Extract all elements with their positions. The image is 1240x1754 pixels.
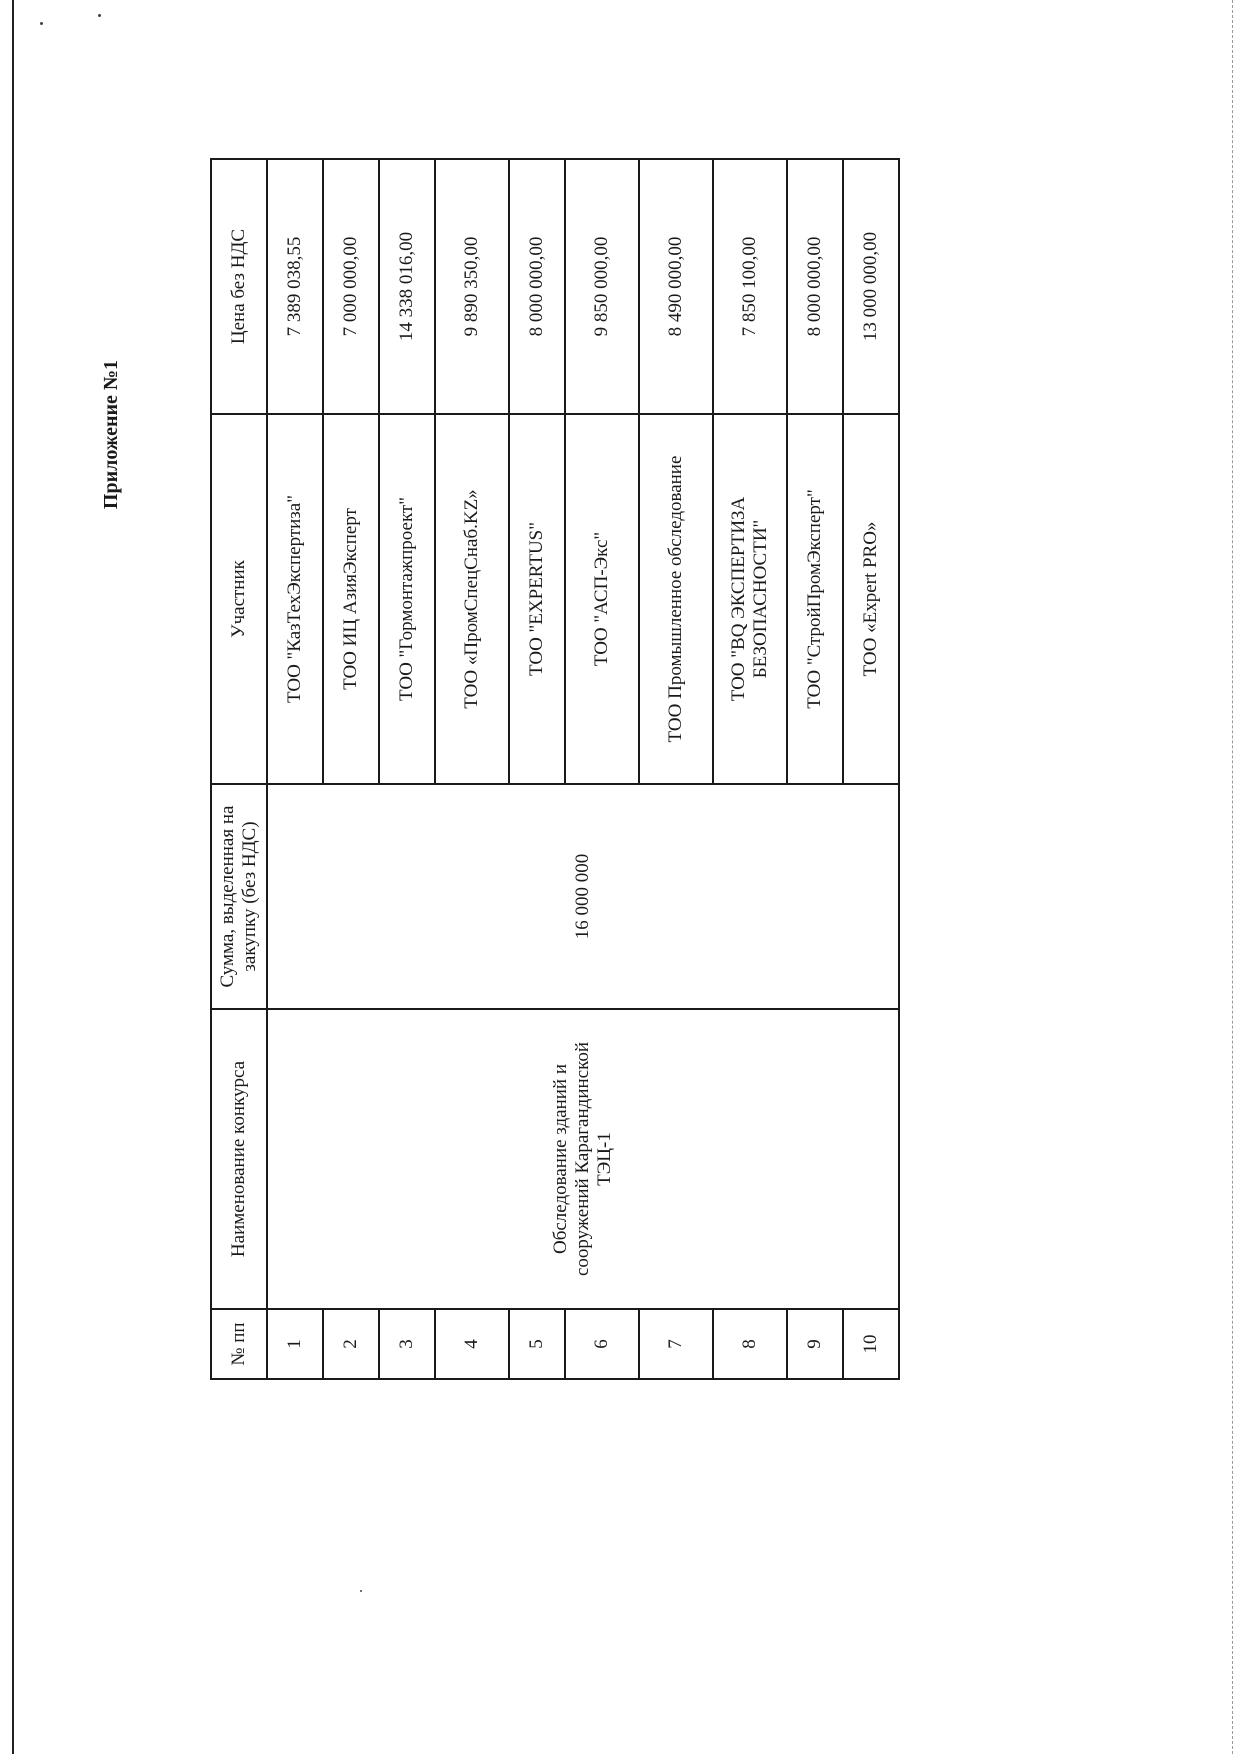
row-participant: ТОО "BQ ЭКСПЕРТИЗА БЕЗОПАСНОСТИ" (713, 414, 787, 784)
scan-edge-left (12, 0, 14, 1754)
header-sum: Сумма, выделенная на закупку (без НДС) (211, 784, 267, 1009)
row-num: 10 (843, 1309, 899, 1379)
row-num: 4 (435, 1309, 509, 1379)
row-price: 13 000 000,00 (843, 159, 899, 414)
header-name: Наименование конкурса (211, 1009, 267, 1309)
row-num: 2 (323, 1309, 379, 1379)
row-price: 14 338 016,00 (379, 159, 435, 414)
row-num: 1 (267, 1309, 323, 1379)
scan-edge-right (1232, 0, 1234, 1754)
table-header-row (211, 159, 267, 1379)
row-participant: ТОО «Expert PRO» (843, 414, 899, 784)
header-price: Цена без НДС (211, 159, 267, 414)
row-price: 7 389 038,55 (267, 159, 323, 414)
scan-speck (98, 14, 101, 17)
row-participant: ТОО "АСП-Экс" (565, 414, 639, 784)
row-price: 9 850 000,00 (565, 159, 639, 414)
row-num: 6 (565, 1309, 639, 1379)
header-num: № пп (211, 1309, 267, 1379)
table-row (267, 159, 323, 1379)
results-table (210, 158, 900, 1380)
header-participant: Участник (211, 414, 267, 784)
row-num: 9 (787, 1309, 843, 1379)
row-price: 8 490 000,00 (639, 159, 713, 414)
scan-speck (360, 1590, 362, 1592)
row-price: 8 000 000,00 (509, 159, 565, 414)
row-num: 7 (639, 1309, 713, 1379)
row-participant: ТОО «ПромСпецСнаб.KZ» (435, 414, 509, 784)
tender-name: Обследование зданий и сооружений Карагандинской ТЭЦ-1 (267, 1009, 899, 1309)
scan-speck (40, 22, 43, 25)
row-participant: ТОО "Гормонтажпроект" (379, 414, 435, 784)
appendix-title: Приложение №1 (100, 360, 122, 510)
row-num: 5 (509, 1309, 565, 1379)
row-price: 7 000 000,00 (323, 159, 379, 414)
row-num: 3 (379, 1309, 435, 1379)
rotated-content (100, 180, 980, 1540)
row-price: 7 850 100,00 (713, 159, 787, 414)
row-participant: ТОО "EXPERTUS" (509, 414, 565, 784)
row-participant: ТОО "СтройПромЭксперт" (787, 414, 843, 784)
row-participant: ТОО Промышленное обследование (639, 414, 713, 784)
row-price: 8 000 000,00 (787, 159, 843, 414)
row-price: 9 890 350,00 (435, 159, 509, 414)
row-participant: ТОО ИЦ АзияЭксперт (323, 414, 379, 784)
row-num: 8 (713, 1309, 787, 1379)
allocated-sum: 16 000 000 (267, 784, 899, 1009)
row-participant: ТОО "КазТехЭкспертиза" (267, 414, 323, 784)
